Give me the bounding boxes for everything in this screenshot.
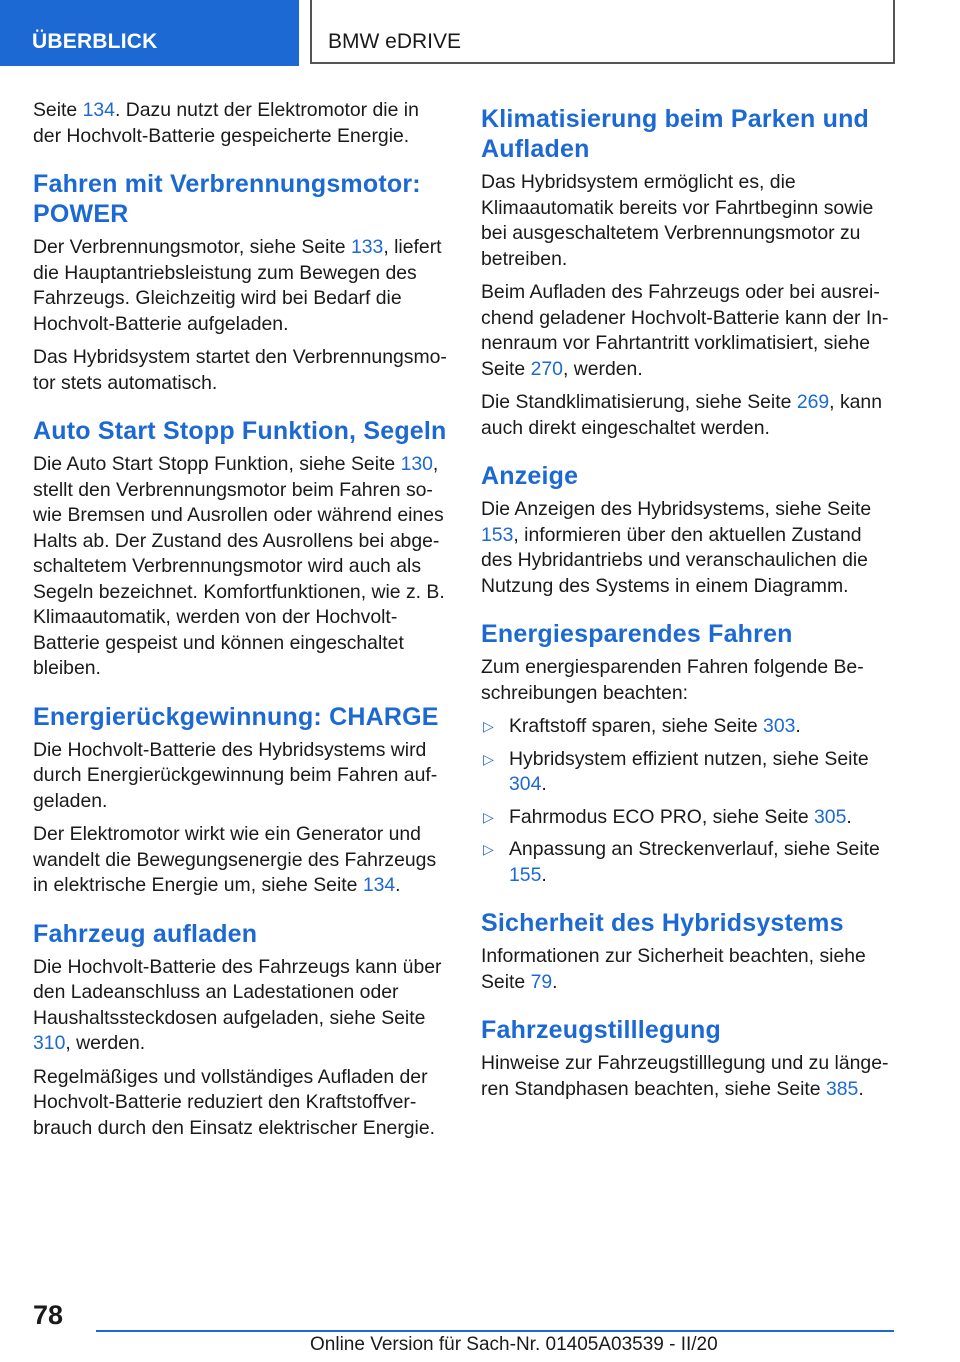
heading-energie: Energiesparendes Fahren: [481, 620, 793, 648]
triangle-bullet-icon: ▷: [483, 808, 494, 825]
text: , kann auch direkt eingeschaltet werden.: [481, 391, 882, 439]
heading-stilllegung: Fahrzeugstilllegung: [481, 1016, 721, 1044]
heading-charge: Energierückgewinnung: CHARGE: [33, 702, 439, 731]
text: Informationen zur Sicherheit beachten, siehe Seite: [481, 945, 866, 993]
left-column: [33, 98, 448, 1149]
text: Hybridsystem effizient nutzen, siehe Seite: [509, 747, 869, 770]
text: Die Auto Start Stopp Funktion, siehe Seite: [33, 453, 401, 475]
page-link[interactable]: 133: [350, 236, 384, 258]
power-paragraph-2: Das Hybridsystem startet den Verbrennungsmotor stets automatisch.: [33, 346, 447, 394]
autostart-paragraph: [33, 452, 448, 682]
text: Die Anzeigen des Hybridsystems, siehe Seite: [481, 498, 872, 520]
page-link[interactable]: 155: [509, 863, 542, 886]
klima-paragraph-3: [481, 390, 891, 441]
page-link[interactable]: 303: [763, 715, 796, 737]
triangle-bullet-icon: ▷: [483, 750, 494, 767]
text: Fahrmodus ECO PRO, siehe Seite: [509, 805, 814, 828]
text: . Dazu nutzt der Elektromotor die in der Hochvolt-Batterie gespeicherte Energie.: [33, 99, 419, 147]
page-link[interactable]: 130: [400, 453, 433, 475]
page-link[interactable]: 134: [82, 99, 115, 121]
page-link[interactable]: 305: [814, 805, 847, 828]
text: .: [541, 863, 547, 886]
footer-divider: [96, 1330, 894, 1332]
section-title: BMW eDRIVE: [310, 0, 895, 64]
text: Anpassung an Streckenverlauf, siehe Seite: [509, 838, 880, 860]
text: , informieren über den aktuellen Zustand des Hybridantriebs und veranschaulichen die Nutzung des Systems in einem Diagramm.: [481, 523, 868, 597]
text: Die Hochvolt-Batterie des Fahrzeugs kann über den Ladeanschluss an Ladestationen oder Haushaltssteckdosen aufgeladen, siehe Seite: [33, 955, 442, 1029]
heading-sicherheit: Sicherheit des Hybridsystems: [481, 909, 844, 937]
energie-paragraph: Zum energiesparenden Fahren folgende Beschreibungen beachten:: [481, 656, 864, 704]
right-column: [481, 98, 891, 1110]
text: , werden.: [65, 1032, 146, 1054]
charge-paragraph-2: [33, 822, 448, 899]
page-link[interactable]: 269: [796, 391, 830, 413]
list-item: [481, 837, 891, 888]
text: .: [541, 773, 547, 795]
page-link[interactable]: 270: [530, 357, 563, 380]
chapter-tab[interactable]: ÜBERBLICK: [0, 0, 299, 66]
page-link[interactable]: 153: [481, 523, 514, 546]
list-item: [481, 714, 891, 740]
charge-paragraph-1: Die Hochvolt-Batterie des Hybridsystems wird durch Energierückgewinnung beim Fahren aufgeladen.: [33, 738, 438, 812]
sicherheit-paragraph: [481, 944, 891, 995]
klima-paragraph-1: Das Hybridsystem ermöglicht es, die Klimaautomatik bereits vor Fahrtbeginn sowie bei ausgeschaltetem Verbrennungsmotor zu betreiben.: [481, 171, 874, 270]
text: Kraftstoff sparen, siehe Seite: [509, 715, 764, 737]
page-link[interactable]: 304: [509, 773, 542, 795]
text: Der Verbrennungsmotor, siehe Seite: [33, 236, 351, 258]
text: .: [858, 1077, 864, 1100]
text: .: [846, 805, 852, 828]
list-item: [481, 747, 891, 798]
triangle-bullet-icon: ▷: [483, 841, 494, 857]
intro-paragraph: [33, 98, 448, 149]
page-link[interactable]: 385: [825, 1077, 859, 1100]
text: Die Standklimatisierung, siehe Seite: [481, 391, 797, 413]
text: .: [395, 874, 401, 896]
stilllegung-paragraph: [481, 1051, 891, 1102]
list-item: [481, 805, 891, 831]
energie-list: [481, 714, 891, 888]
text: , stellt den Verbrennungsmotor beim Fahren sowie Bremsen und Ausrollen oder während eines Halts ab. Der Zustand des Ausrollens bei abgeschaltetem Verbrennungsmotor wird auch als Segeln bezeichnet. Komfortfunktionen, wie z. B. Klimaautomatik, werden von der Hochvolt-Batterie gespeist und können eingeschaltet bleiben.: [33, 453, 445, 679]
text: Hinweise zur Fahrzeugstilllegung und zu längeren Standphasen beachten, siehe Seite: [481, 1052, 889, 1100]
text: , werden.: [562, 357, 643, 380]
text: .: [552, 970, 558, 993]
text: Seite: [33, 99, 83, 121]
heading-aufladen: Fahrzeug aufladen: [33, 919, 258, 948]
heading-power: Fahren mit Verbrennungsmotor: POWER: [33, 170, 421, 228]
power-paragraph-1: [33, 235, 448, 337]
klima-paragraph-2: [481, 280, 891, 382]
aufladen-paragraph-2: Regelmäßiges und vollständiges Aufladen der Hochvolt-Batterie reduziert den Kraftstoffverbrauch durch den Einsatz elektrischer Energie.: [33, 1065, 436, 1139]
text: , liefert die Hauptantriebsleistung zum Bewegen des Fahrzeugs. Gleichzeitig wird bei Bedarf die Hochvolt-Batterie aufgeladen.: [33, 236, 442, 335]
footer-text: Online Version für Sach-Nr. 01405A03539 - II/20: [310, 1334, 718, 1355]
page-header: [0, 0, 960, 66]
heading-klima: Klimatisierung beim Parken und Aufladen: [481, 105, 870, 163]
text: .: [795, 715, 801, 737]
triangle-bullet-icon: ▷: [483, 718, 494, 734]
heading-autostart: Auto Start Stopp Funktion, Segeln: [33, 417, 447, 445]
text: Beim Aufladen des Fahrzeugs oder bei ausreichend geladener Hochvolt-Batterie kann der Innenraum vor Fahrtantritt vorklimatisiert, siehe Seite: [481, 281, 889, 380]
page-link[interactable]: 310: [33, 1032, 66, 1054]
anzeige-paragraph: [481, 497, 891, 599]
page-link[interactable]: 79: [530, 970, 553, 993]
heading-anzeige: Anzeige: [481, 462, 579, 490]
page-link[interactable]: 134: [362, 874, 396, 896]
text: Der Elektromotor wirkt wie ein Generator und wandelt die Bewegungsenergie des Fahrzeugs in elektrische Energie um, siehe Seite: [33, 823, 437, 896]
aufladen-paragraph-1: [33, 955, 448, 1057]
page-number: 78: [33, 1300, 64, 1330]
